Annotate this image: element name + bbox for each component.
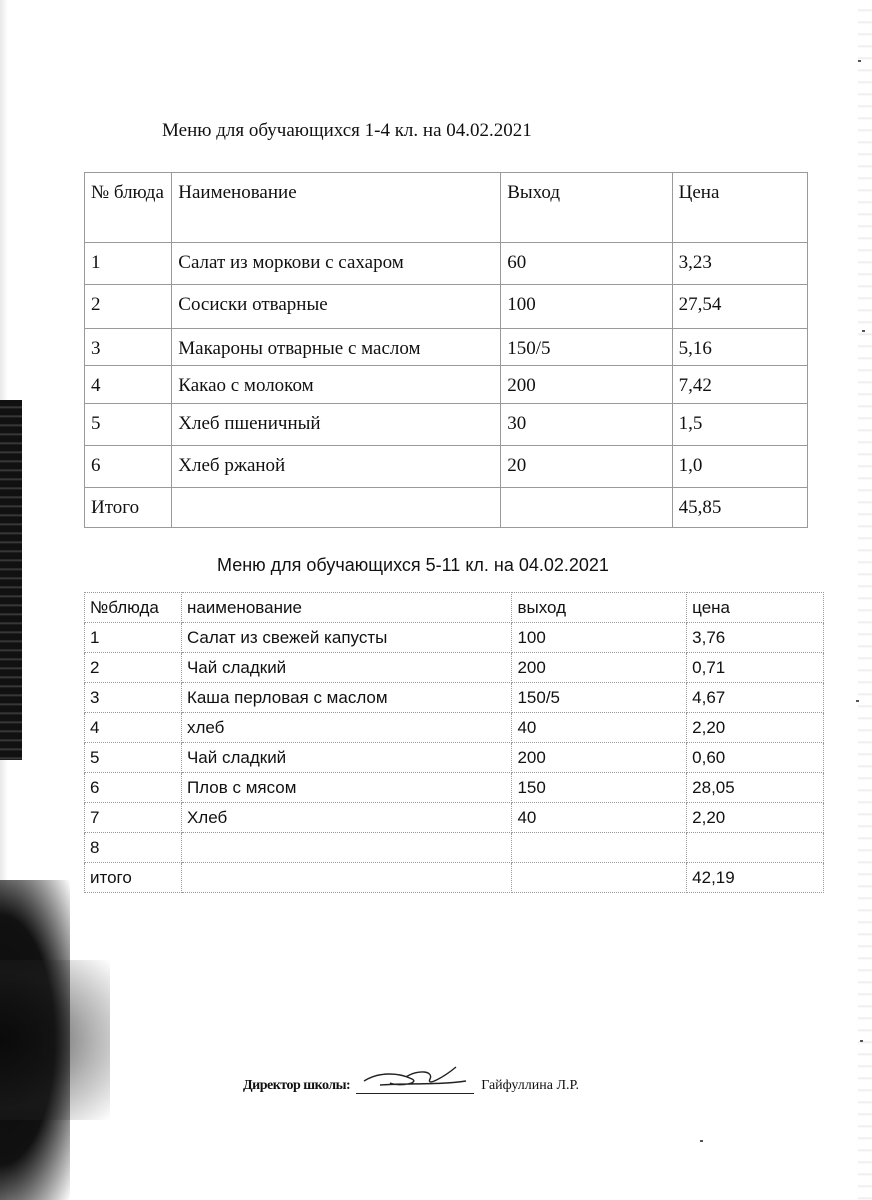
cell-name: Какао с молоком [172,365,501,403]
cell-number: 6 [85,773,182,803]
total-empty [512,863,687,893]
cell-output: 150 [512,773,687,803]
cell-output: 40 [512,713,687,743]
cell-name: Хлеб пшеничный [172,403,501,445]
header-price: цена [687,593,824,623]
cell-output: 100 [501,285,672,329]
cell-number: 1 [85,243,172,285]
cell-number: 3 [85,683,182,713]
cell-name: Макароны отварные с маслом [172,329,501,366]
signature-icon [360,1061,470,1095]
cell-output: 30 [501,403,672,445]
table-row [85,713,824,743]
cell-output: 200 [512,653,687,683]
header-number: № блюда [85,173,172,243]
cell-number: 2 [85,285,172,329]
total-value: 42,19 [687,863,824,893]
total-empty [501,487,672,527]
scan-speck [858,60,861,62]
header-name: наименование [181,593,512,623]
director-label: Директор школы: [243,1078,351,1093]
table-row [85,683,824,713]
table-total-row [85,487,808,527]
table-row [85,285,808,329]
cell-price: 2,20 [687,803,824,833]
cell-number: 3 [85,329,172,366]
table-row [85,403,808,445]
scan-speck [700,1140,703,1142]
total-label: Итого [85,487,172,527]
cell-price: 4,67 [687,683,824,713]
cell-name: Хлеб [181,803,512,833]
scan-speck [856,700,859,702]
director-name: Гайфуллина Л.Р. [481,1078,579,1093]
cell-name: Хлеб ржаной [172,445,501,487]
cell-output: 200 [512,743,687,773]
cell-output: 100 [512,623,687,653]
cell-name: хлеб [181,713,512,743]
cell-price: 7,42 [672,365,807,403]
cell-number: 4 [85,713,182,743]
cell-price: 2,20 [687,713,824,743]
cell-name: Чай сладкий [181,743,512,773]
cell-name: Каша перловая с маслом [181,683,512,713]
cell-name: Плов с мясом [181,773,512,803]
table-row [85,365,808,403]
scan-edge-right [858,0,872,1200]
cell-price: 3,23 [672,243,807,285]
cell-name: Сосиски отварные [172,285,501,329]
cell-output: 200 [501,365,672,403]
table-row [85,445,808,487]
cell-number: 6 [85,445,172,487]
cell-output: 150/5 [512,683,687,713]
header-output: Выход [501,173,672,243]
cell-output: 20 [501,445,672,487]
table-row [85,329,808,366]
cell-name: Салат из свежей капусты [181,623,512,653]
menu1-table [84,172,808,528]
cell-output: 60 [501,243,672,285]
cell-output [512,833,687,863]
table-total-row [85,863,824,893]
signature-line [356,1079,474,1094]
scan-shadow-lower-fade [0,960,110,1120]
cell-price: 3,76 [687,623,824,653]
menu2-title: Меню для обучающихся 5-11 кл. на 04.02.2021 [217,555,609,575]
cell-output: 40 [512,803,687,833]
table-row [85,833,824,863]
cell-number: 1 [85,623,182,653]
table-row [85,243,808,285]
menu2-table [84,592,824,893]
cell-price: 1,5 [672,403,807,445]
cell-number: 5 [85,403,172,445]
header-number: №блюда [85,593,182,623]
total-empty [172,487,501,527]
header-output: выход [512,593,687,623]
table-row [85,653,824,683]
cell-number: 5 [85,743,182,773]
total-empty [181,863,512,893]
table-row [85,773,824,803]
cell-price: 27,54 [672,285,807,329]
cell-number: 4 [85,365,172,403]
table-row [85,803,824,833]
header-name: Наименование [172,173,501,243]
cell-name: Чай сладкий [181,653,512,683]
cell-name: Салат из моркови с сахаром [172,243,501,285]
scan-speck [860,1040,863,1042]
cell-price: 28,05 [687,773,824,803]
table-header-row [85,593,824,623]
cell-number: 7 [85,803,182,833]
cell-number: 2 [85,653,182,683]
cell-price: 0,71 [687,653,824,683]
cell-price [687,833,824,863]
cell-output: 150/5 [501,329,672,366]
scan-speck [862,330,865,332]
table-header-row [85,173,808,243]
cell-price: 1,0 [672,445,807,487]
table-row [85,623,824,653]
total-value: 45,85 [672,487,807,527]
header-price: Цена [672,173,807,243]
cell-number: 8 [85,833,182,863]
cell-price: 5,16 [672,329,807,366]
scan-shadow-stripe [0,400,22,760]
cell-price: 0,60 [687,743,824,773]
menu1-title: Меню для обучающихся 1-4 кл. на 04.02.2021 [162,120,532,141]
cell-name [181,833,512,863]
total-label: итого [85,863,182,893]
signature-footer [243,1078,579,1094]
table-row [85,743,824,773]
